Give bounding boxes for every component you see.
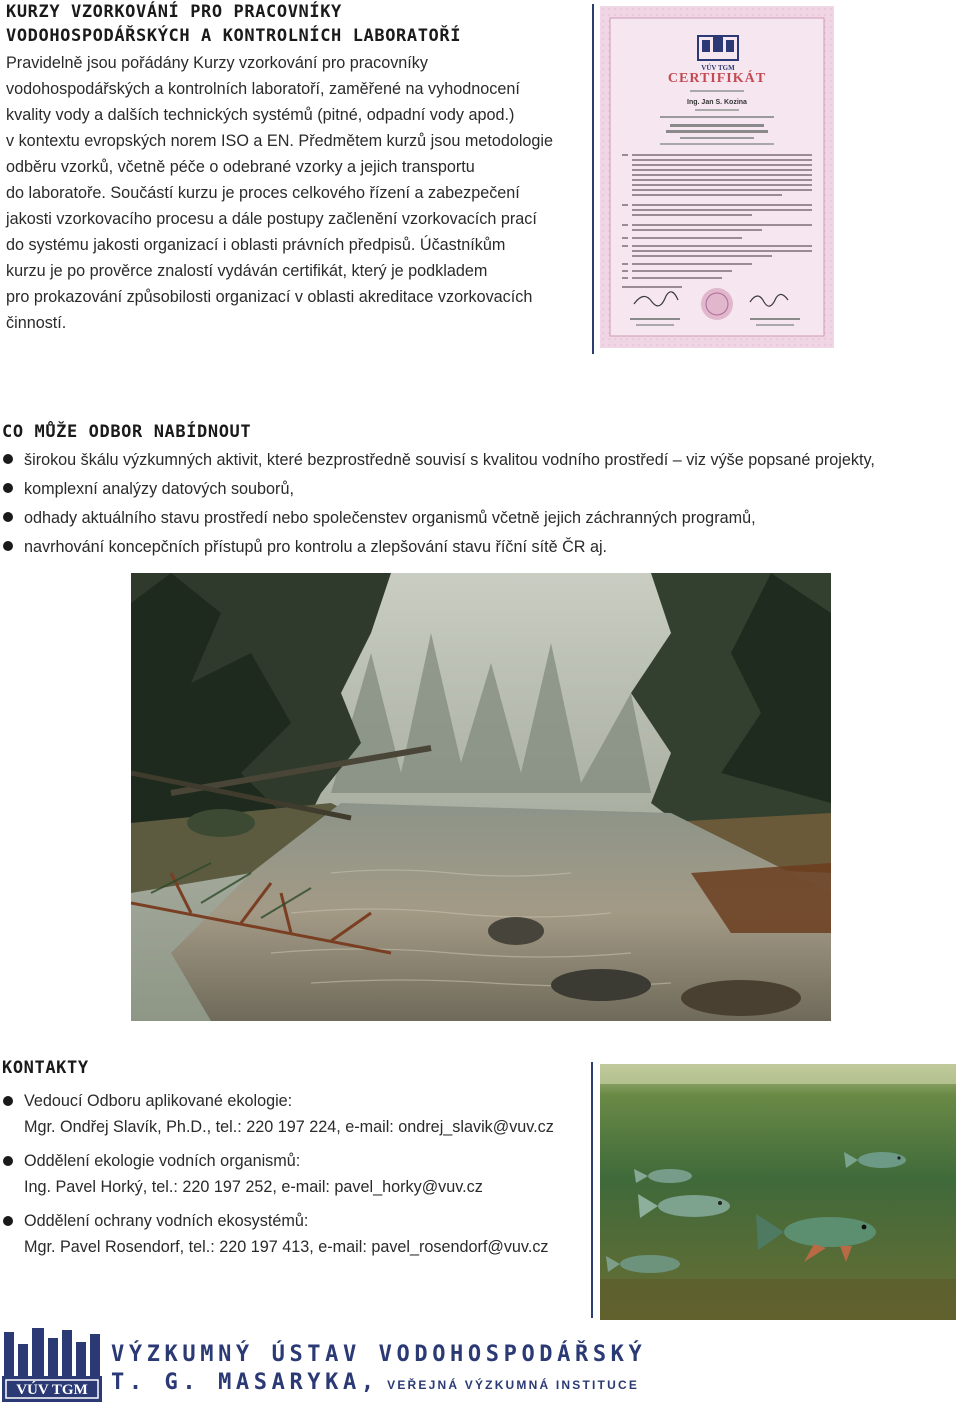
contact-title: Oddělení ekologie vodních organismů: bbox=[24, 1152, 301, 1170]
aquarium-illustration bbox=[600, 1064, 956, 1320]
footer-logo bbox=[0, 1326, 104, 1404]
contact-item bbox=[2, 1148, 587, 1200]
certificate-illustration bbox=[600, 6, 834, 348]
contact-detail: Mgr. Pavel Rosendorf, tel.: 220 197 413, e-mail: pavel_rosendorf@vuv.cz bbox=[24, 1238, 549, 1256]
vuv-logo-icon bbox=[0, 1326, 104, 1404]
list-item: navrhování koncepčních přístupů pro kontrolu a zlepšování stavu říční sítě ČR aj. bbox=[2, 533, 952, 562]
courses-line: v kontextu evropských norem ISO a EN. Předmětem kurzů jsou metodologie bbox=[6, 132, 554, 150]
courses-heading-line2: VODOHOSPODÁŘSKÝCH A KONTROLNÍCH LABORATOŘÍ bbox=[6, 26, 462, 46]
contact-title: Oddělení ochrany vodních ekosystémů: bbox=[24, 1212, 309, 1230]
courses-line: kvality vody a dalších technických systémů (pitné, odpadní vody apod.) bbox=[6, 106, 515, 124]
list-item: komplexní analýzy datových souborů, bbox=[2, 475, 952, 504]
courses-line: Pravidelně jsou pořádány Kurzy vzorkování pro pracovníky bbox=[6, 54, 428, 72]
offer-section bbox=[2, 420, 952, 562]
river-photo bbox=[131, 573, 831, 1021]
contact-item bbox=[2, 1208, 587, 1260]
courses-line: kurzu je po prověrce znalostí vydáván certifikát, který je podkladem bbox=[6, 262, 488, 280]
courses-line: odběru vzorků, včetně péče o odebrané vzorky a jejich transportu bbox=[6, 158, 475, 176]
footer-suffix: VEŘEJNÁ VÝZKUMNÁ INSTITUCE bbox=[387, 1378, 640, 1392]
footer-institute-line1: VÝZKUMNÝ ÚSTAV VODOHOSPODÁŘSKÝ bbox=[111, 1342, 647, 1367]
contacts-list bbox=[2, 1088, 587, 1260]
list-item: odhady aktuálního stavu prostředí nebo společenstev organismů včetně jejich záchranných programů, bbox=[2, 504, 952, 533]
footer-name: T. G. MASARYKA, bbox=[111, 1370, 379, 1395]
contacts-heading: KONTAKTY bbox=[2, 1058, 89, 1078]
courses-line: pro prokazování způsobilosti organizací v oblasti akreditace vzorkovacích bbox=[6, 288, 533, 306]
contact-title: Vedoucí Odboru aplikované ekologie: bbox=[24, 1092, 293, 1110]
courses-line: do systému jakosti organizací i oblasti právních předpisů. Účastníkům bbox=[6, 236, 506, 254]
contacts-section bbox=[2, 1056, 587, 1268]
footer-institute-line2 bbox=[111, 1370, 639, 1395]
certificate-image bbox=[600, 6, 834, 348]
courses-line: do laboratoře. Součástí kurzu je proces celkového řízení a zabezpečení bbox=[6, 184, 520, 202]
contact-item bbox=[2, 1088, 587, 1140]
certificate-logo-text: VÚV TGM bbox=[701, 64, 735, 72]
offer-heading: CO MŮŽE ODBOR NABÍDNOUT bbox=[2, 422, 252, 442]
contact-detail: Ing. Pavel Horký, tel.: 220 197 252, e-mail: pavel_horky@vuv.cz bbox=[24, 1178, 483, 1196]
contact-detail: Mgr. Ondřej Slavík, Ph.D., tel.: 220 197 224, e-mail: ondrej_slavik@vuv.cz bbox=[24, 1118, 554, 1136]
courses-line: vodohospodářských a kontrolních laboratoří, zaměřené na vyhodnocení bbox=[6, 80, 520, 98]
certificate-title: CERTIFIKÁT bbox=[667, 71, 767, 86]
aquarium-photo bbox=[600, 1064, 956, 1320]
courses-line: činností. bbox=[6, 314, 67, 332]
offer-list bbox=[2, 446, 952, 562]
fish-divider bbox=[591, 1062, 593, 1318]
courses-paragraph bbox=[6, 50, 596, 336]
certificate-divider bbox=[592, 4, 594, 354]
certificate-recipient: Ing. Jan S. Kozina bbox=[687, 99, 747, 106]
courses-section bbox=[6, 0, 596, 336]
courses-line: jakosti vzorkovacího procesu a dále postupy začlenění vzorkovacích prací bbox=[6, 210, 537, 228]
footer-logo-text: VÚV TGM bbox=[16, 1382, 88, 1398]
list-item: širokou škálu výzkumných aktivit, které bezprostředně souvisí s kvalitou vodního prostředí – viz výše popsané projekty, bbox=[2, 446, 952, 475]
river-illustration bbox=[131, 573, 831, 1021]
courses-heading-line1: KURZY VZORKOVÁNÍ PRO PRACOVNÍKY bbox=[6, 2, 342, 22]
